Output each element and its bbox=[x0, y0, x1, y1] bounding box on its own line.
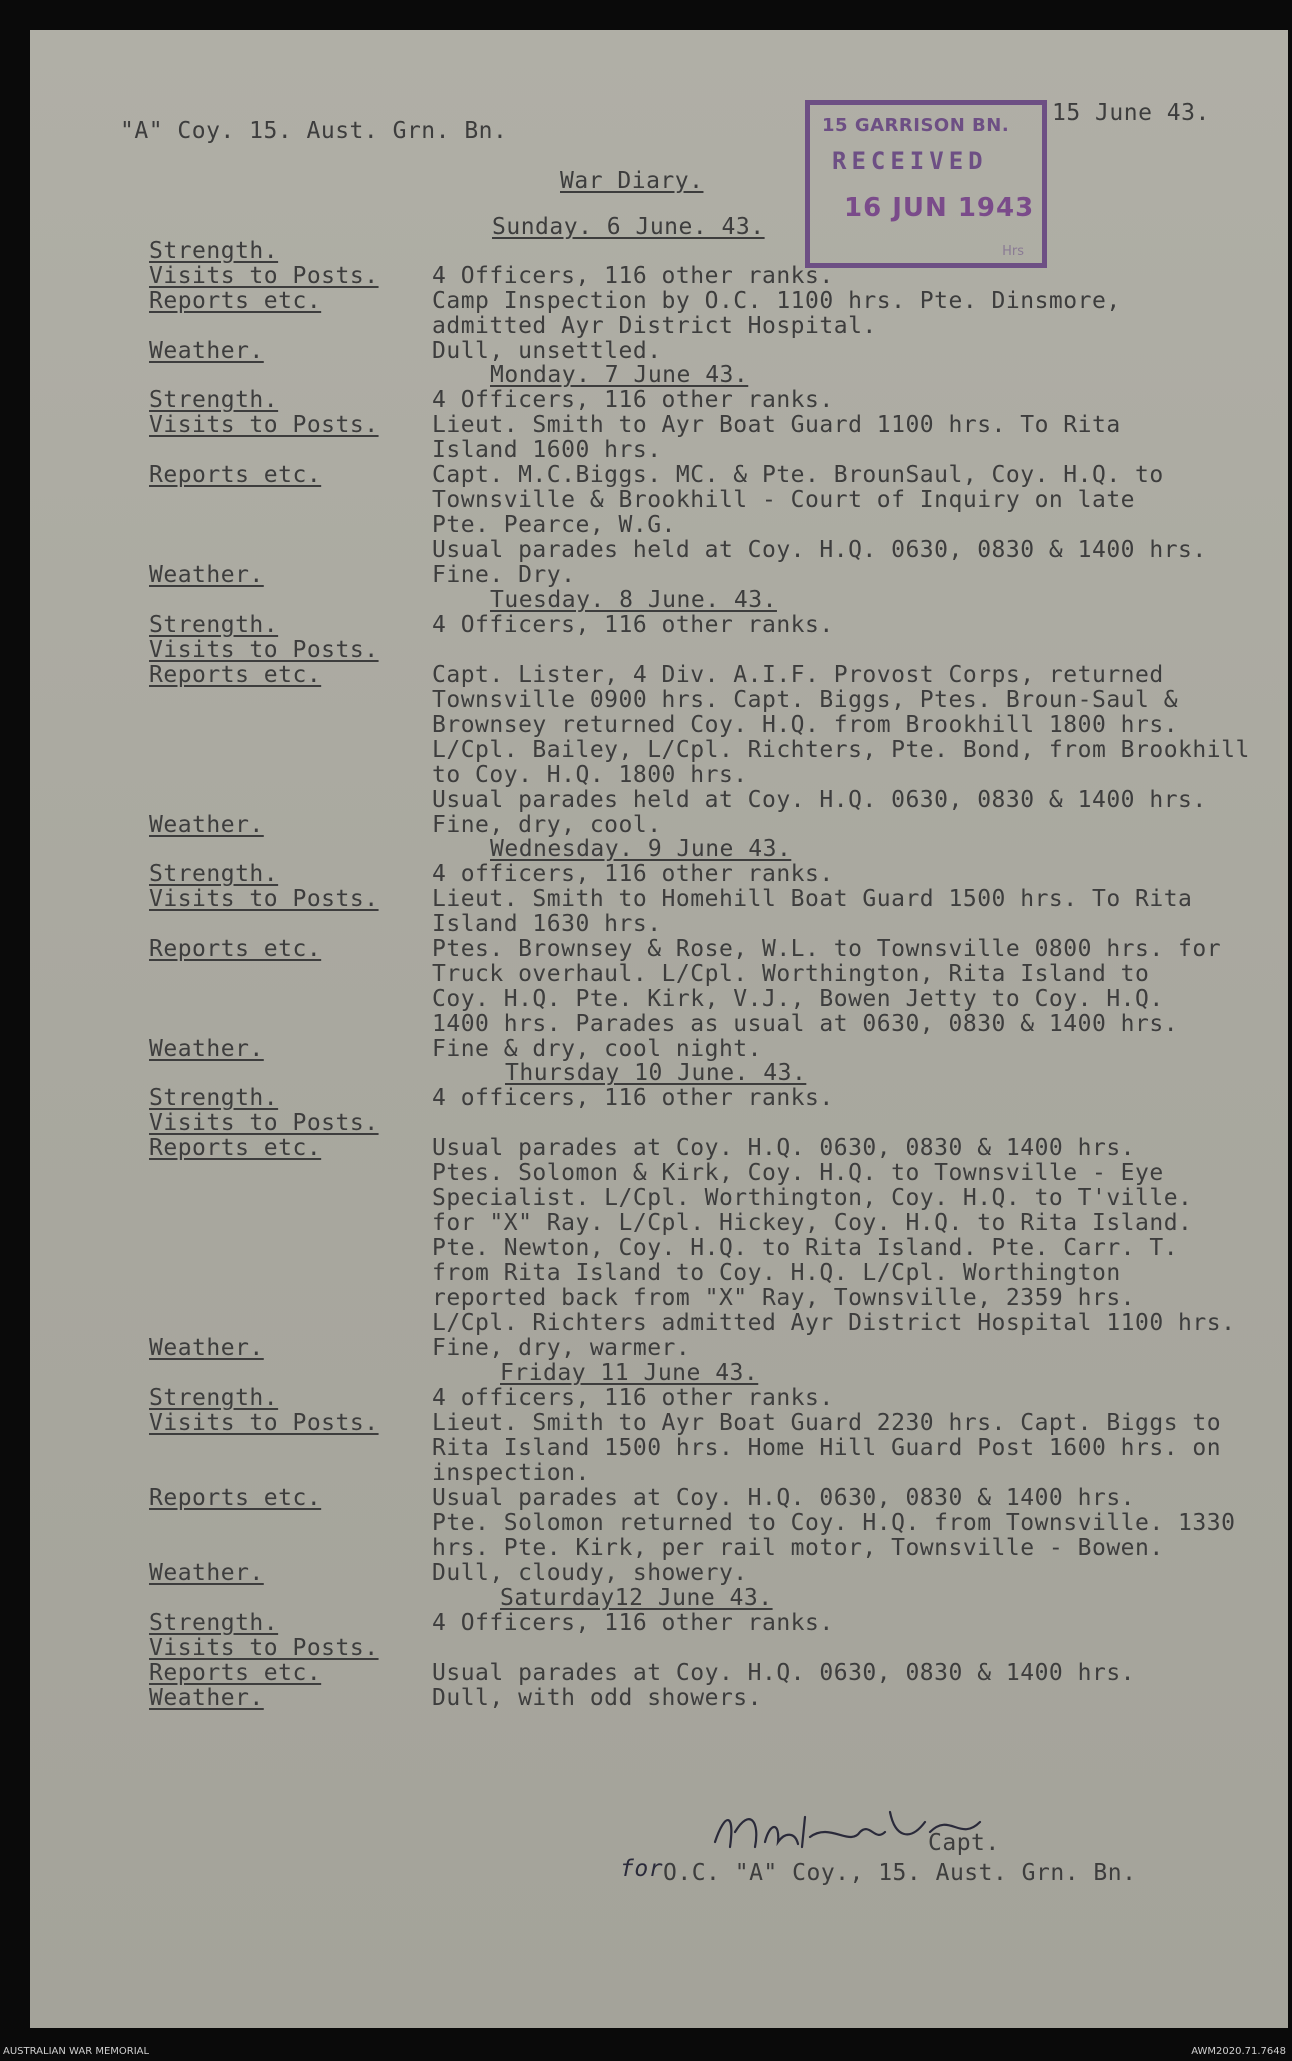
entry-line: reported back from "X" Ray, Townsville, 2359 hrs. bbox=[432, 1285, 1136, 1311]
entry-line: Fine, dry, cool. bbox=[432, 812, 662, 838]
label-visits: Visits to Posts. bbox=[149, 263, 379, 289]
signature-prefix: for bbox=[620, 1856, 664, 1882]
entry-line: 4 officers, 116 other ranks. bbox=[432, 1085, 834, 1111]
signature-role: O.C. "A" Coy., 15. Aust. Grn. Bn. bbox=[663, 1860, 1137, 1886]
entry-line: to Coy. H.Q. 1800 hrs. bbox=[432, 762, 748, 788]
entry-line: hrs. Pte. Kirk, per rail motor, Townsville - Bowen. bbox=[432, 1535, 1164, 1561]
entry-line: 4 officers, 116 other ranks. bbox=[432, 1385, 834, 1411]
stamp-unit: 15 GARRISON BN. bbox=[822, 115, 1010, 136]
entry-line: Lieut. Smith to Ayr Boat Guard 2230 hrs. Capt. Biggs to bbox=[432, 1410, 1222, 1436]
entry-line: Fine & dry, cool night. bbox=[432, 1036, 762, 1062]
entry-line: Ptes. Solomon & Kirk, Coy. H.Q. to Townsville - Eye bbox=[432, 1160, 1164, 1186]
entry-line: Usual parades held at Coy. H.Q. 0630, 0830 & 1400 hrs. bbox=[432, 787, 1207, 813]
entry-line: admitted Ayr District Hospital. bbox=[432, 313, 877, 339]
entry-line: Townsville & Brookhill - Court of Inquiry on late bbox=[432, 487, 1136, 513]
entry-line: Fine. Dry. bbox=[432, 562, 576, 588]
entry-line: Lieut. Smith to Homehill Boat Guard 1500 hrs. To Rita bbox=[432, 886, 1193, 912]
unit-heading: "A" Coy. 15. Aust. Grn. Bn. bbox=[120, 118, 508, 144]
stamp-received: RECEIVED bbox=[832, 147, 988, 175]
entry-line: Island 1630 hrs. bbox=[432, 911, 662, 937]
entry-line: Usual parades held at Coy. H.Q. 0630, 0830 & 1400 hrs. bbox=[432, 537, 1207, 563]
label-reports: Reports etc. bbox=[149, 462, 322, 488]
entry-line: Dull, cloudy, showery. bbox=[432, 1560, 748, 1586]
entry-line: for "X" Ray. L/Cpl. Hickey, Coy. H.Q. to Rita Island. bbox=[432, 1210, 1193, 1236]
entry-line: Camp Inspection by O.C. 1100 hrs. Pte. Dinsmore, bbox=[432, 288, 1121, 314]
entry-line: inspection. bbox=[432, 1460, 590, 1486]
label-weather: Weather. bbox=[149, 1685, 264, 1711]
label-strength: Strength. bbox=[149, 612, 279, 638]
entry-line: Lieut. Smith to Ayr Boat Guard 1100 hrs. To Rita bbox=[432, 412, 1121, 438]
day-heading: Friday 11 June 43. bbox=[500, 1360, 759, 1386]
entry-line: 4 Officers, 116 other ranks. bbox=[432, 1610, 834, 1636]
entry-line: Pte. Pearce, W.G. bbox=[432, 512, 676, 538]
label-visits: Visits to Posts. bbox=[149, 412, 379, 438]
footer-left: AUSTRALIAN WAR MEMORIAL bbox=[3, 2046, 150, 2057]
label-weather: Weather. bbox=[149, 338, 264, 364]
label-weather: Weather. bbox=[149, 562, 264, 588]
entry-line: 1400 hrs. Parades as usual at 0630, 0830 & 1400 hrs. bbox=[432, 1011, 1179, 1037]
day-heading: Saturday12 June 43. bbox=[500, 1585, 773, 1611]
entry-line: 4 officers, 116 other ranks. bbox=[432, 861, 834, 887]
entry-line: from Rita Island to Coy. H.Q. L/Cpl. Worthington bbox=[432, 1260, 1121, 1286]
diary-date: 15 June 43. bbox=[1052, 100, 1210, 126]
day-heading: Monday. 7 June 43. bbox=[490, 362, 749, 388]
signature-rank: Capt. bbox=[928, 1830, 1000, 1856]
label-strength: Strength. bbox=[149, 387, 279, 413]
entry-line: Capt. M.C.Biggs. MC. & Pte. BrounSaul, Coy. H.Q. to bbox=[432, 462, 1164, 488]
label-weather: Weather. bbox=[149, 1560, 264, 1586]
entry-line: Dull, unsettled. bbox=[432, 338, 662, 364]
entry-line: Pte. Newton, Coy. H.Q. to Rita Island. Pte. Carr. T. bbox=[432, 1235, 1179, 1261]
label-reports: Reports etc. bbox=[149, 288, 322, 314]
label-reports: Reports etc. bbox=[149, 1485, 322, 1511]
entry-line: Capt. Lister, 4 Div. A.I.F. Provost Corps, returned bbox=[432, 662, 1164, 688]
entry-line: Dull, with odd showers. bbox=[432, 1685, 762, 1711]
entry-line: Pte. Solomon returned to Coy. H.Q. from Townsville. 1330 bbox=[432, 1510, 1236, 1536]
label-visits: Visits to Posts. bbox=[149, 1410, 379, 1436]
label-visits: Visits to Posts. bbox=[149, 886, 379, 912]
entry-line: Brownsey returned Coy. H.Q. from Brookhill 1800 hrs. bbox=[432, 712, 1179, 738]
entry-line: Townsville 0900 hrs. Capt. Biggs, Ptes. Broun-Saul & bbox=[432, 687, 1179, 713]
entry-line: Ptes. Brownsey & Rose, W.L. to Townsville 0800 hrs. for bbox=[432, 936, 1222, 962]
document-page bbox=[30, 30, 1288, 2028]
label-reports: Reports etc. bbox=[149, 936, 322, 962]
stamp-hrs: Hrs bbox=[1002, 244, 1024, 259]
label-weather: Weather. bbox=[149, 812, 264, 838]
entry-line: Coy. H.Q. Pte. Kirk, V.J., Bowen Jetty to Coy. H.Q. bbox=[432, 986, 1164, 1012]
received-stamp bbox=[805, 100, 1047, 268]
label-visits: Visits to Posts. bbox=[149, 1635, 379, 1661]
stamp-date: 16 JUN 1943 bbox=[844, 193, 1035, 223]
label-strength: Strength. bbox=[149, 1085, 279, 1111]
label-visits: Visits to Posts. bbox=[149, 637, 379, 663]
entry-line: 4 Officers, 116 other ranks. bbox=[432, 263, 834, 289]
label-visits: Visits to Posts. bbox=[149, 1110, 379, 1136]
entry-line: Usual parades at Coy. H.Q. 0630, 0830 & 1400 hrs. bbox=[432, 1485, 1136, 1511]
entry-line: Island 1600 hrs. bbox=[432, 437, 662, 463]
entry-line: Usual parades at Coy. H.Q. 0630, 0830 & 1400 hrs. bbox=[432, 1660, 1136, 1686]
day-heading: Sunday. 6 June. 43. bbox=[492, 214, 765, 240]
label-strength: Strength. bbox=[149, 238, 279, 264]
label-strength: Strength. bbox=[149, 1610, 279, 1636]
diary-title: War Diary. bbox=[560, 168, 704, 194]
label-reports: Reports etc. bbox=[149, 1135, 322, 1161]
day-heading: Tuesday. 8 June. 43. bbox=[490, 587, 777, 613]
entry-line: 4 Officers, 116 other ranks. bbox=[432, 387, 834, 413]
label-weather: Weather. bbox=[149, 1036, 264, 1062]
entry-line: Truck overhaul. L/Cpl. Worthington, Rita Island to bbox=[432, 961, 1150, 987]
day-heading: Wednesday. 9 June 43. bbox=[490, 836, 792, 862]
entry-line: Specialist. L/Cpl. Worthington, Coy. H.Q. to T'ville. bbox=[432, 1185, 1193, 1211]
entry-line: Rita Island 1500 hrs. Home Hill Guard Post 1600 hrs. on bbox=[432, 1435, 1222, 1461]
entry-line: Usual parades at Coy. H.Q. 0630, 0830 & 1400 hrs. bbox=[432, 1135, 1136, 1161]
day-heading: Thursday 10 June. 43. bbox=[505, 1060, 807, 1086]
entry-line: L/Cpl. Bailey, L/Cpl. Richters, Pte. Bond, from Brookhill bbox=[432, 737, 1250, 763]
label-reports: Reports etc. bbox=[149, 662, 322, 688]
footer-right: AWM2020.71.7648 bbox=[1191, 2046, 1286, 2057]
label-strength: Strength. bbox=[149, 1385, 279, 1411]
label-reports: Reports etc. bbox=[149, 1660, 322, 1686]
label-weather: Weather. bbox=[149, 1335, 264, 1361]
entry-line: L/Cpl. Richters admitted Ayr District Hospital 1100 hrs. bbox=[432, 1310, 1236, 1336]
entry-line: 4 Officers, 116 other ranks. bbox=[432, 612, 834, 638]
label-strength: Strength. bbox=[149, 861, 279, 887]
entry-line: Fine, dry, warmer. bbox=[432, 1335, 691, 1361]
